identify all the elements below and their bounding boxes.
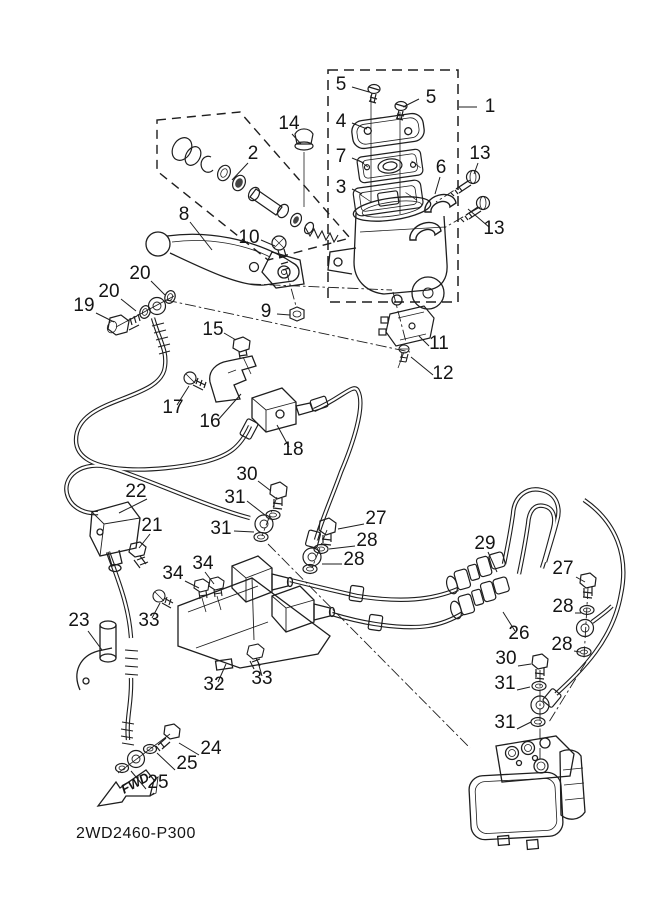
- callout-5: 5: [335, 74, 347, 95]
- callout-31: 31: [494, 673, 516, 694]
- callout-15: 15: [202, 319, 224, 340]
- hose-guide-23: [77, 621, 116, 690]
- callout-18: 18: [282, 439, 304, 460]
- callout-31: 31: [210, 518, 232, 539]
- callout-28: 28: [356, 530, 378, 551]
- stay-screw-17: [184, 372, 206, 390]
- brake-switch-11: [379, 306, 434, 346]
- master-cylinder-assembly-box: [328, 70, 458, 302]
- callout-13: 13: [469, 143, 491, 164]
- union-block-a: [232, 556, 293, 602]
- callout-26: 26: [508, 623, 530, 644]
- callout-27: 27: [552, 558, 574, 579]
- callout-29: 29: [474, 533, 496, 554]
- callout-8: 8: [178, 204, 190, 225]
- fwd-label: FWD: [118, 769, 152, 797]
- hose-joint-18: [252, 388, 313, 432]
- callout-34: 34: [162, 563, 184, 584]
- callout-14: 14: [278, 113, 300, 134]
- callout-27: 27: [365, 508, 387, 529]
- callout-6: 6: [435, 157, 447, 178]
- callout-16: 16: [199, 411, 221, 432]
- axis-lines: [166, 180, 588, 760]
- callout-4: 4: [335, 111, 347, 132]
- union-block-b: [272, 586, 335, 632]
- brake-lever-8: [146, 232, 304, 288]
- callout-28: 28: [343, 549, 365, 570]
- callout-33: 33: [138, 610, 160, 631]
- callout-31: 31: [494, 712, 516, 733]
- callout-22: 22: [125, 481, 147, 502]
- callout-20: 20: [129, 263, 151, 284]
- callout-9: 9: [260, 301, 272, 322]
- callout-30: 30: [236, 464, 258, 485]
- abs-modulator: [468, 736, 585, 849]
- callout-31: 31: [224, 487, 246, 508]
- callout-24: 24: [200, 738, 222, 759]
- callout-21: 21: [141, 515, 163, 536]
- right-banjo-27-28: [577, 573, 597, 657]
- callout-25: 25: [147, 772, 169, 793]
- callout-13: 13: [483, 218, 505, 239]
- caliper-bolt-24: [156, 724, 180, 751]
- holder-bolt-21: [129, 542, 148, 568]
- clamp-bolts-13: [451, 171, 490, 223]
- part-code: 2WD2460-P300: [76, 825, 196, 842]
- callout-19: 19: [73, 295, 95, 316]
- callout-11: 11: [429, 333, 449, 354]
- callout-1: 1: [484, 96, 496, 117]
- callout-17: 17: [162, 397, 184, 418]
- master-cylinder-body: [328, 193, 447, 309]
- bracket-screw-33a: [153, 590, 173, 608]
- diaphragm-plate: [357, 149, 424, 184]
- callout-33: 33: [251, 668, 273, 689]
- callout-32: 32: [203, 674, 225, 695]
- reservoir-cap: [350, 112, 425, 150]
- callout-23: 23: [68, 610, 90, 631]
- callout-labels: [68, 74, 573, 793]
- callout-25: 25: [176, 753, 198, 774]
- callout-34: 34: [192, 553, 214, 574]
- callout-3: 3: [335, 177, 347, 198]
- callout-30: 30: [495, 648, 517, 669]
- callout-7: 7: [335, 146, 347, 167]
- pivot-nut-9: [290, 307, 304, 321]
- switch-screw-12: [399, 345, 409, 362]
- callout-10: 10: [238, 227, 260, 248]
- callout-28: 28: [551, 634, 573, 655]
- callout-20: 20: [98, 281, 120, 302]
- callout-28: 28: [552, 596, 574, 617]
- hose-stay-16: [210, 356, 256, 402]
- callout-5: 5: [425, 87, 437, 108]
- callout-12: 12: [432, 363, 454, 384]
- callout-2: 2: [247, 143, 259, 164]
